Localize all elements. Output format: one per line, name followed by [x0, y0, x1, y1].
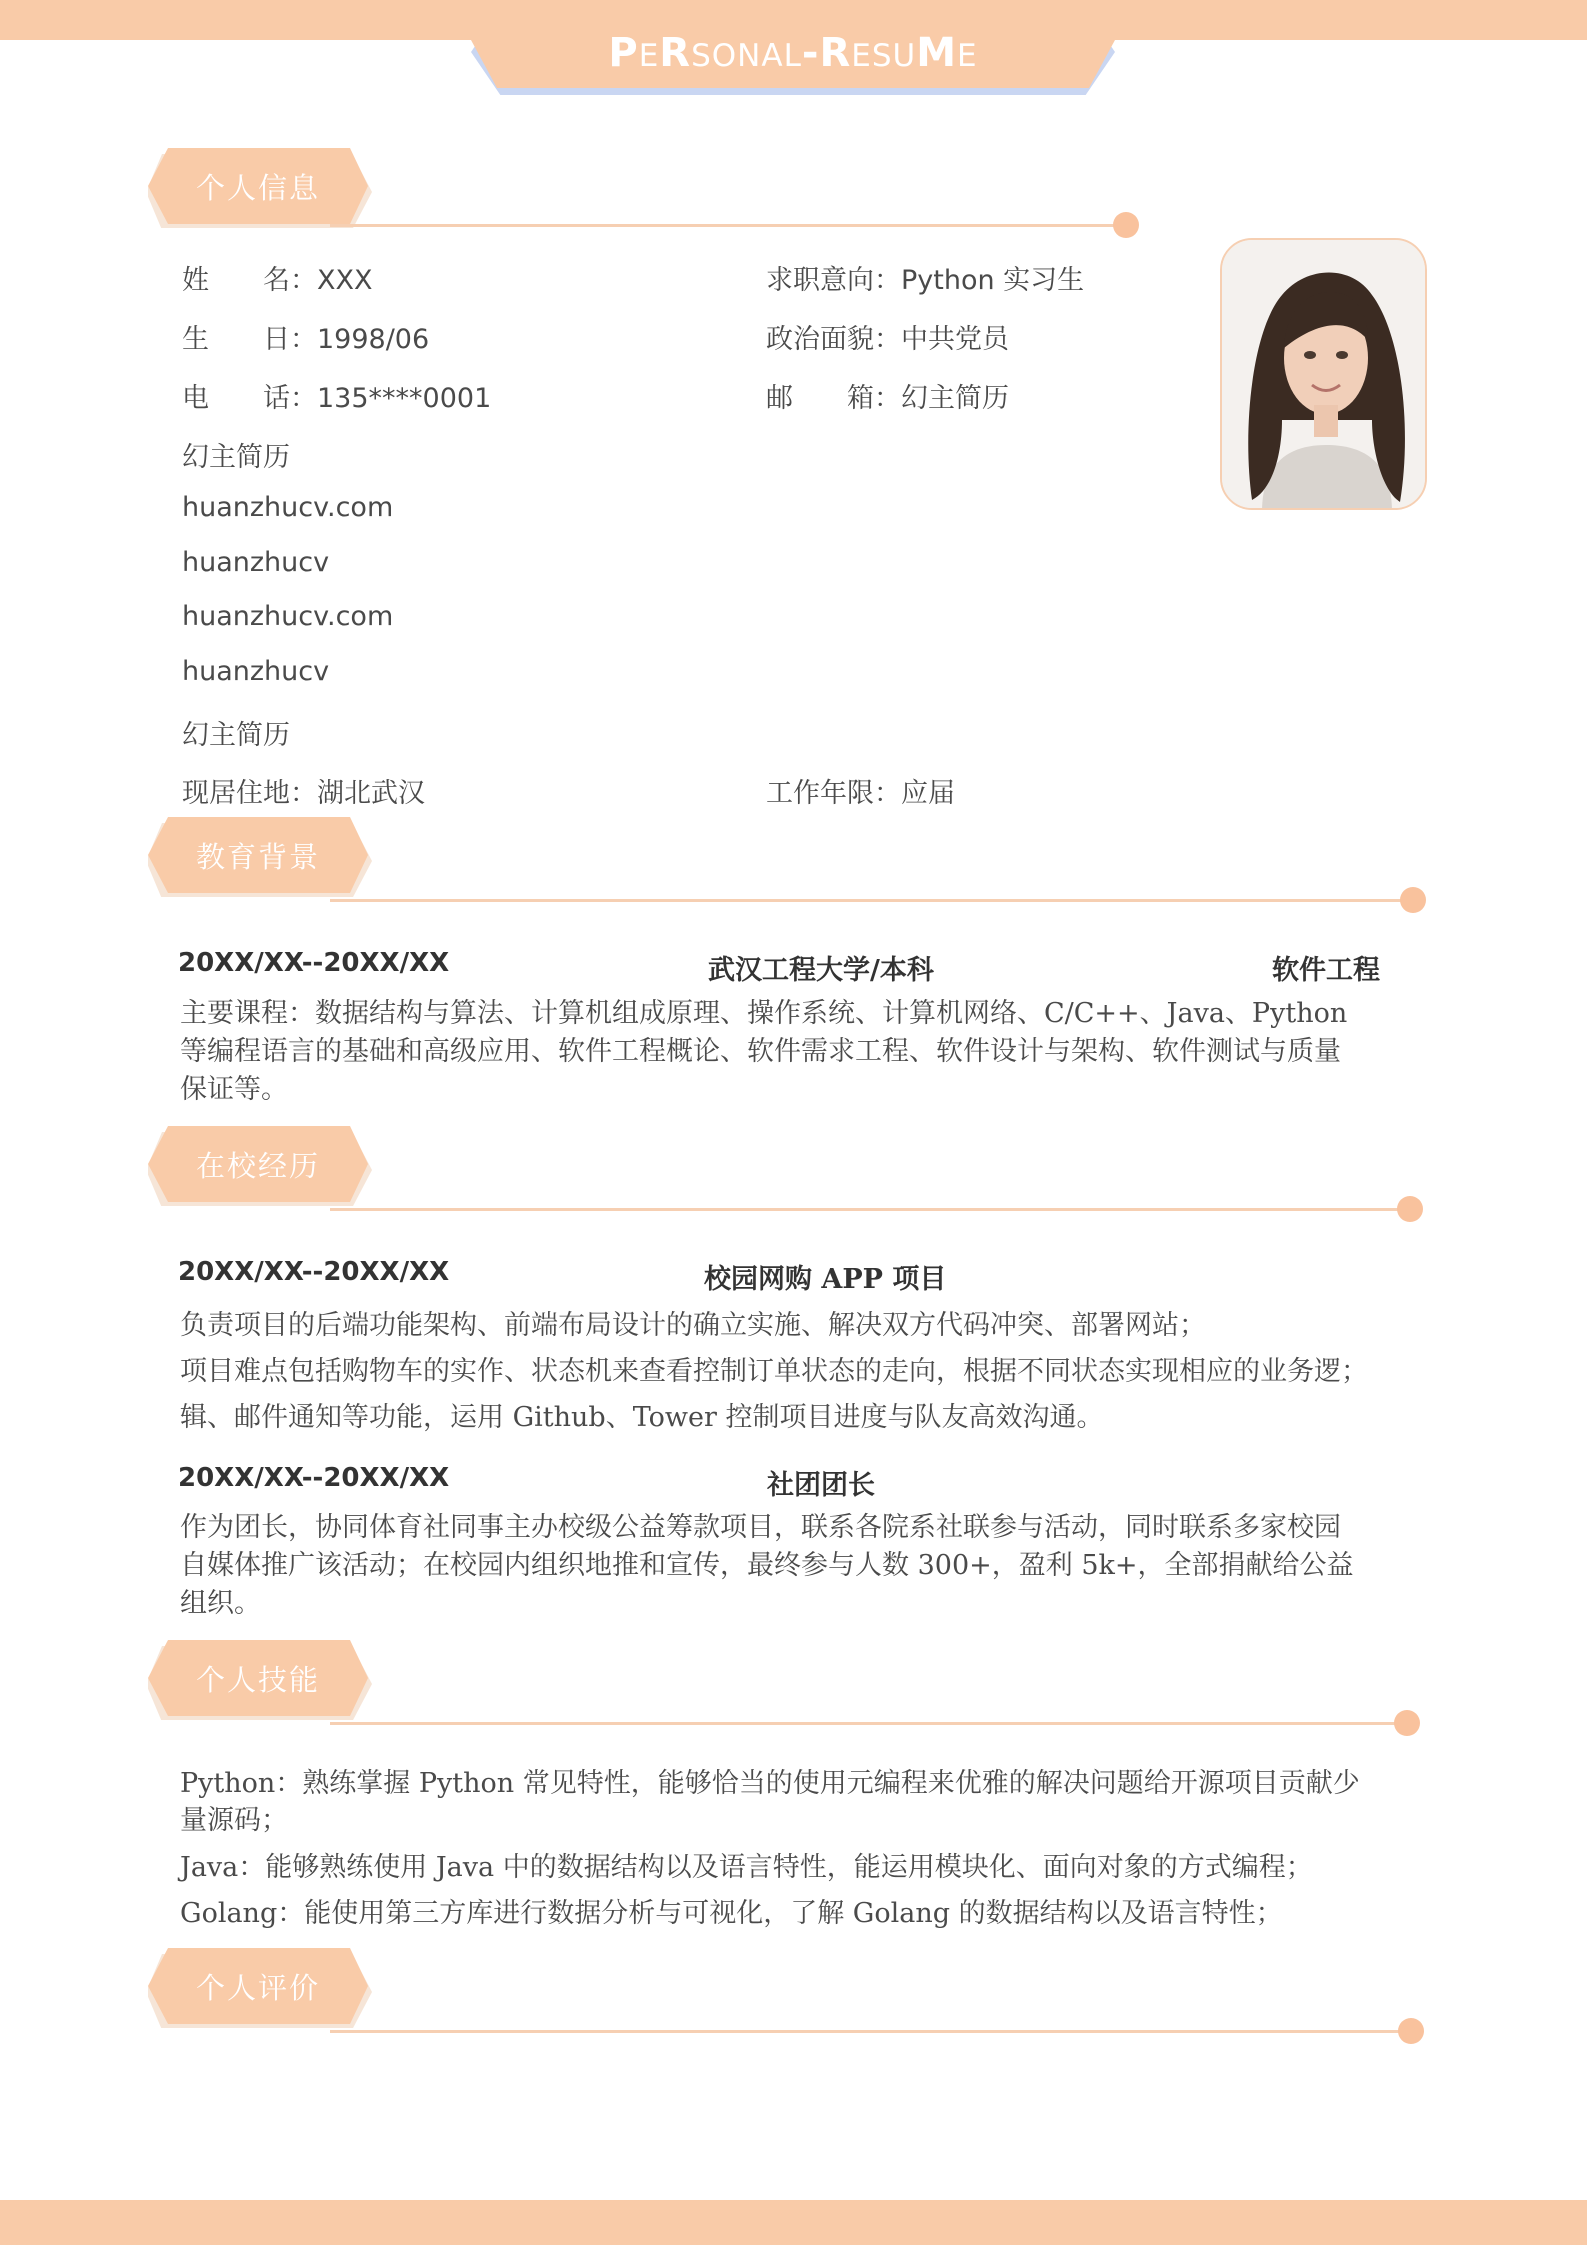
skill-line: Golang：能使用第三方库进行数据分析与可视化，了解 Golang 的数据结构以及语言特性； [180, 1898, 1283, 1929]
campus-item-role: 校园网购 APP 项目 [704, 1264, 947, 1295]
title-part: M [916, 30, 958, 76]
rule-dot [1398, 2018, 1424, 2044]
section-rule [330, 224, 1130, 227]
field-job-intention [766, 258, 1084, 297]
skill-line: Python：熟练掌握 Python 常见特性，能够恰当的使用元编程来优雅的解决问题给开源项目贡献少 [180, 1768, 1360, 1799]
field-label: 求职意向： [766, 265, 901, 296]
portrait-photo [1220, 238, 1427, 510]
section-tab-campus [148, 1126, 372, 1206]
field-name [182, 258, 373, 297]
skill-line: 量源码； [180, 1805, 288, 1836]
education-period: 20XX/XX--20XX/XX [178, 948, 450, 978]
extra-line: 幻主简历 [182, 720, 290, 751]
paragraph-line: 等编程语言的基础和高级应用、软件工程概论、软件需求工程、软件设计与架构、软件测试与质量 [180, 1036, 1341, 1067]
title-part: ESU [851, 38, 917, 74]
skill-line: Java：能够熟练使用 Java 中的数据结构以及语言特性，能运用模块化、面向对象的方式编程； [180, 1852, 1313, 1883]
paragraph-line: 作为团长，协同体育社同事主办校级公益筹款项目，联系各院系社联参与活动，同时联系多家校园 [180, 1512, 1341, 1543]
field-value: 135****0001 [317, 383, 492, 414]
field-label: 现居住地： [182, 778, 317, 809]
title-part: E [638, 38, 660, 74]
section-tab-evaluation [148, 1948, 372, 2028]
section-tab-personal [148, 148, 372, 228]
paragraph-line: 保证等。 [180, 1074, 288, 1105]
field-work-years [766, 771, 955, 810]
rule-dot [1113, 212, 1139, 238]
education-school: 武汉工程大学/本科 [708, 955, 934, 986]
field-value: XXX [317, 265, 373, 296]
extra-line: huanzhucv [182, 656, 330, 687]
section-title: 个人信息 [195, 171, 320, 205]
field-residence [182, 771, 425, 810]
rule-dot [1397, 1196, 1423, 1222]
section-title: 在校经历 [195, 1149, 320, 1183]
title-part: SONAL [691, 38, 802, 74]
section-tab-skills [148, 1640, 372, 1720]
field-birthday [182, 317, 429, 356]
field-label: 邮 箱： [766, 383, 901, 414]
section-tab-education [148, 817, 372, 897]
education-major: 软件工程 [1272, 955, 1380, 986]
field-value: 1998/06 [317, 324, 430, 355]
paragraph-line: 主要课程：数据结构与算法、计算机组成原理、操作系统、计算机网络、C/C++、Java、Python [180, 998, 1348, 1029]
extra-line: huanzhucv.com [182, 601, 394, 632]
section-rule [330, 1722, 1416, 1725]
campus-item-period: 20XX/XX--20XX/XX [178, 1257, 450, 1287]
field-email [766, 376, 1009, 415]
title-part: R [659, 30, 692, 76]
paragraph-line: 组织。 [180, 1588, 261, 1619]
education-courses [180, 995, 1347, 1109]
rule-dot [1394, 1710, 1420, 1736]
paragraph-line: 负责项目的后端功能架构、前端布局设计的确立实施、解决双方代码冲突、部署网站； [180, 1310, 1206, 1341]
campus-item-role: 社团团长 [767, 1470, 875, 1501]
section-title: 教育背景 [195, 840, 320, 874]
field-label: 电 话： [182, 383, 317, 414]
portrait-icon [1222, 240, 1427, 510]
title-part: - [801, 30, 820, 76]
section-title: 个人评价 [195, 1971, 320, 2005]
section-rule [330, 899, 1420, 902]
section-rule [330, 2030, 1420, 2033]
campus-item-period: 20XX/XX--20XX/XX [178, 1463, 450, 1493]
field-label: 生 日： [182, 324, 317, 355]
field-value: 中共党员 [901, 324, 1009, 355]
section-rule [330, 1208, 1420, 1211]
field-value: Python 实习生 [901, 265, 1085, 296]
field-value: 幻主简历 [901, 383, 1009, 414]
paragraph-line: 项目难点包括购物车的实作、状态机来查看控制订单状态的走向，根据不同状态实现相应的业务逻； [180, 1356, 1368, 1387]
field-value: 应届 [901, 778, 955, 809]
paragraph-line: 辑、邮件通知等功能，运用 Github、Tower 控制项目进度与队友高效沟通。 [180, 1402, 1104, 1433]
section-title: 个人技能 [195, 1663, 320, 1697]
title-part: R [819, 30, 852, 76]
rule-dot [1400, 887, 1426, 913]
field-label: 姓 名： [182, 265, 317, 296]
field-phone [182, 376, 491, 415]
field-politics [766, 317, 1009, 356]
title-part: P [608, 30, 639, 76]
skills-list [180, 1765, 1360, 1932]
title-part: E [957, 38, 978, 74]
field-label: 政治面貌： [766, 324, 901, 355]
extra-line: 幻主简历 [182, 442, 290, 473]
header-badge [471, 0, 1115, 95]
campus-item-description [180, 1303, 1368, 1441]
field-value: 湖北武汉 [317, 778, 425, 809]
paragraph-line: 自媒体推广该活动；在校园内组织地推和宣传，最终参与人数 300+，盈利 5k+，全部捐献给公益 [180, 1550, 1354, 1581]
field-label: 工作年限： [766, 778, 901, 809]
campus-item-description [180, 1509, 1353, 1623]
bottom-decor-band [0, 2200, 1587, 2245]
extra-line: huanzhucv.com [182, 492, 394, 523]
extra-line: huanzhucv [182, 547, 330, 578]
resume-title [471, 30, 1115, 76]
